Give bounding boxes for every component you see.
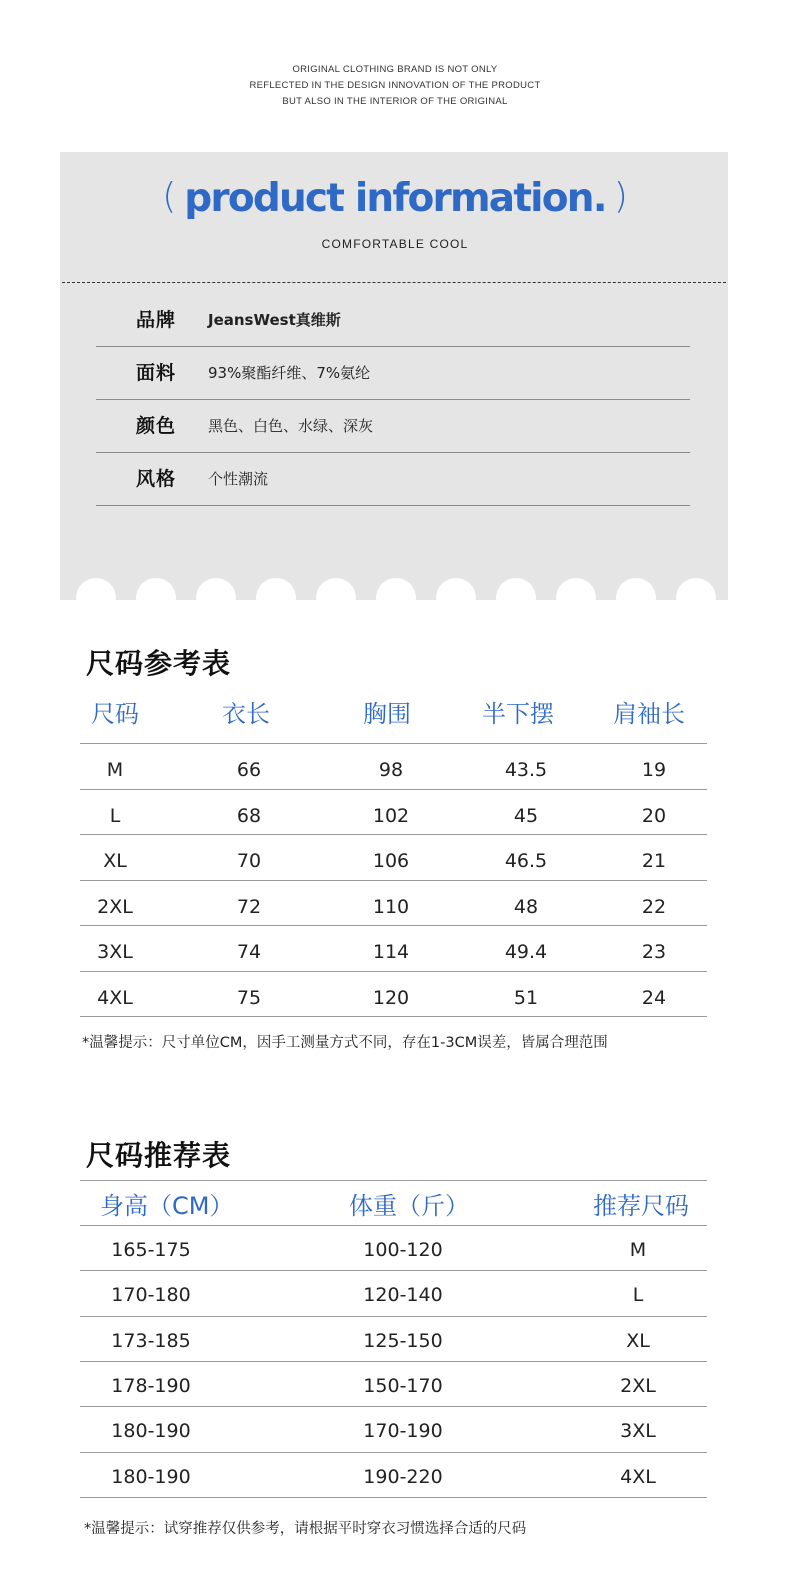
recommend-table-cell: 150-170 [363, 1374, 443, 1397]
recommend-table-cell: 178-190 [111, 1374, 191, 1397]
info-row-brand [96, 294, 690, 347]
recommend-table-cell: 170-190 [363, 1420, 443, 1443]
table-divider [80, 1270, 707, 1271]
size-table-cell: 74 [236, 941, 262, 963]
table-divider [80, 880, 707, 881]
scallop-circle [616, 578, 656, 618]
size-table-cell: 4XL [97, 986, 133, 1009]
table-divider [80, 789, 707, 790]
product-info-heading: product information. [184, 176, 606, 221]
intro-line: REFLECTED IN THE DESIGN INNOVATION OF THE PRODUCT [249, 80, 541, 91]
size-header-hem: 半下摆 [482, 700, 554, 728]
size-table-cell: 70 [236, 850, 262, 872]
size-table-cell: XL [103, 850, 127, 872]
table-divider [80, 925, 707, 926]
size-table-cell: 46.5 [504, 850, 548, 872]
recommend-header-weight: 体重（斤） [349, 1192, 469, 1220]
size-table-note: *温馨提示：尺寸单位CM，因手工测量方式不同，存在1-3CM误差，皆属合理范围 [82, 1035, 608, 1051]
size-table-cell: L [109, 804, 121, 827]
recommend-table-cell: 180-190 [111, 1465, 191, 1488]
recommend-table-cell: 180-190 [111, 1420, 191, 1443]
scallop-circle [256, 578, 296, 618]
size-header-length: 衣长 [222, 700, 270, 728]
info-label: 面料 [136, 362, 177, 384]
close-paren: ) [613, 176, 628, 217]
size-table-cell: 68 [236, 804, 262, 827]
scalloped-edge [60, 578, 728, 602]
size-table-cell: 120 [372, 986, 410, 1009]
size-table-cell: 98 [378, 759, 404, 781]
size-table-cell: 23 [641, 941, 667, 963]
table-divider [80, 1406, 707, 1407]
info-value: 个性潮流 [208, 470, 269, 488]
recommend-table-cell: 4XL [620, 1465, 656, 1488]
size-table-cell: 110 [372, 895, 410, 918]
info-row-style [96, 453, 690, 506]
size-table-cell: 75 [236, 986, 262, 1009]
size-table-cell: 114 [372, 941, 410, 963]
table-divider [80, 743, 707, 744]
info-value: JeansWest真维斯 [208, 311, 341, 329]
recommend-table-cell: 173-185 [111, 1329, 191, 1352]
recommend-table-cell: 100-120 [363, 1239, 443, 1261]
recommend-table-note: *温馨提示：试穿推荐仅供参考，请根据平时穿衣习惯选择合适的尺码 [84, 1521, 527, 1537]
table-divider [80, 834, 707, 835]
size-table-cell: 51 [513, 986, 539, 1009]
size-table-cell: 106 [372, 850, 410, 872]
table-divider [80, 1180, 707, 1181]
info-row-color [96, 400, 690, 453]
size-table-cell: 72 [236, 895, 262, 918]
size-table-cell: 45 [513, 804, 539, 827]
recommend-table-cell: M [629, 1239, 647, 1261]
table-divider [80, 1361, 707, 1362]
scallop-circle [136, 578, 176, 618]
dashed-divider [62, 282, 726, 283]
table-divider [80, 1225, 707, 1226]
scallop-circle [76, 578, 116, 618]
intro-text [0, 62, 790, 110]
recommend-table-cell: XL [626, 1329, 650, 1352]
size-table-cell: 19 [641, 759, 667, 781]
info-label: 风格 [136, 468, 177, 490]
intro-line: ORIGINAL CLOTHING BRAND IS NOT ONLY [292, 64, 498, 75]
size-table-cell: 3XL [97, 941, 133, 963]
size-header-sleeve: 肩袖长 [613, 700, 685, 728]
recommend-table-cell: 3XL [620, 1420, 656, 1443]
size-table-title: 尺码参考表 [86, 647, 232, 680]
recommend-table-title: 尺码推荐表 [86, 1139, 232, 1172]
table-divider [80, 1016, 707, 1017]
scallop-circle [556, 578, 596, 618]
product-info-subtitle: COMFORTABLE COOL [321, 237, 469, 251]
recommend-table-cell: L [632, 1284, 644, 1307]
scallop-circle [436, 578, 476, 618]
recommend-table-cell: 125-150 [363, 1329, 443, 1352]
size-table-cell: 20 [641, 804, 667, 827]
size-table-cell: M [106, 759, 124, 781]
scallop-circle [316, 578, 356, 618]
recommend-header-size: 推荐尺码 [593, 1192, 689, 1220]
open-paren: ( [162, 176, 177, 217]
size-header-size: 尺码 [91, 700, 139, 728]
scallop-circle [196, 578, 236, 618]
size-table-cell: 49.4 [504, 941, 548, 963]
size-table-cell: 102 [372, 804, 410, 827]
scallop-circle [376, 578, 416, 618]
intro-line: BUT ALSO IN THE INTERIOR OF THE ORIGINAL [282, 96, 508, 107]
size-table-cell: 48 [513, 895, 539, 918]
scallop-circle [676, 578, 716, 618]
size-table-cell: 21 [641, 850, 667, 872]
size-table-cell: 24 [641, 986, 667, 1009]
size-header-chest: 胸围 [363, 700, 411, 728]
info-label: 品牌 [136, 309, 177, 331]
info-value: 黑色、白色、水绿、深灰 [208, 417, 374, 435]
size-table-cell: 43.5 [504, 759, 548, 781]
recommend-table-cell: 120-140 [363, 1284, 443, 1307]
info-label: 颜色 [136, 415, 177, 437]
table-divider [80, 971, 707, 972]
scallop-circle [496, 578, 536, 618]
product-info-title [0, 176, 790, 221]
table-divider [80, 1316, 707, 1317]
table-divider [80, 1497, 707, 1498]
info-value: 93%聚酯纤维、7%氨纶 [208, 364, 371, 382]
recommend-header-height: 身高（CM） [100, 1192, 234, 1220]
table-divider [80, 1452, 707, 1453]
recommend-table-cell: 170-180 [111, 1284, 191, 1307]
info-row-fabric [96, 347, 690, 400]
size-table-cell: 22 [641, 895, 667, 918]
recommend-table-cell: 165-175 [111, 1239, 191, 1261]
recommend-table-cell: 190-220 [363, 1465, 443, 1488]
recommend-table-cell: 2XL [620, 1374, 656, 1397]
size-table-cell: 2XL [97, 895, 133, 918]
size-table-cell: 66 [236, 759, 262, 781]
